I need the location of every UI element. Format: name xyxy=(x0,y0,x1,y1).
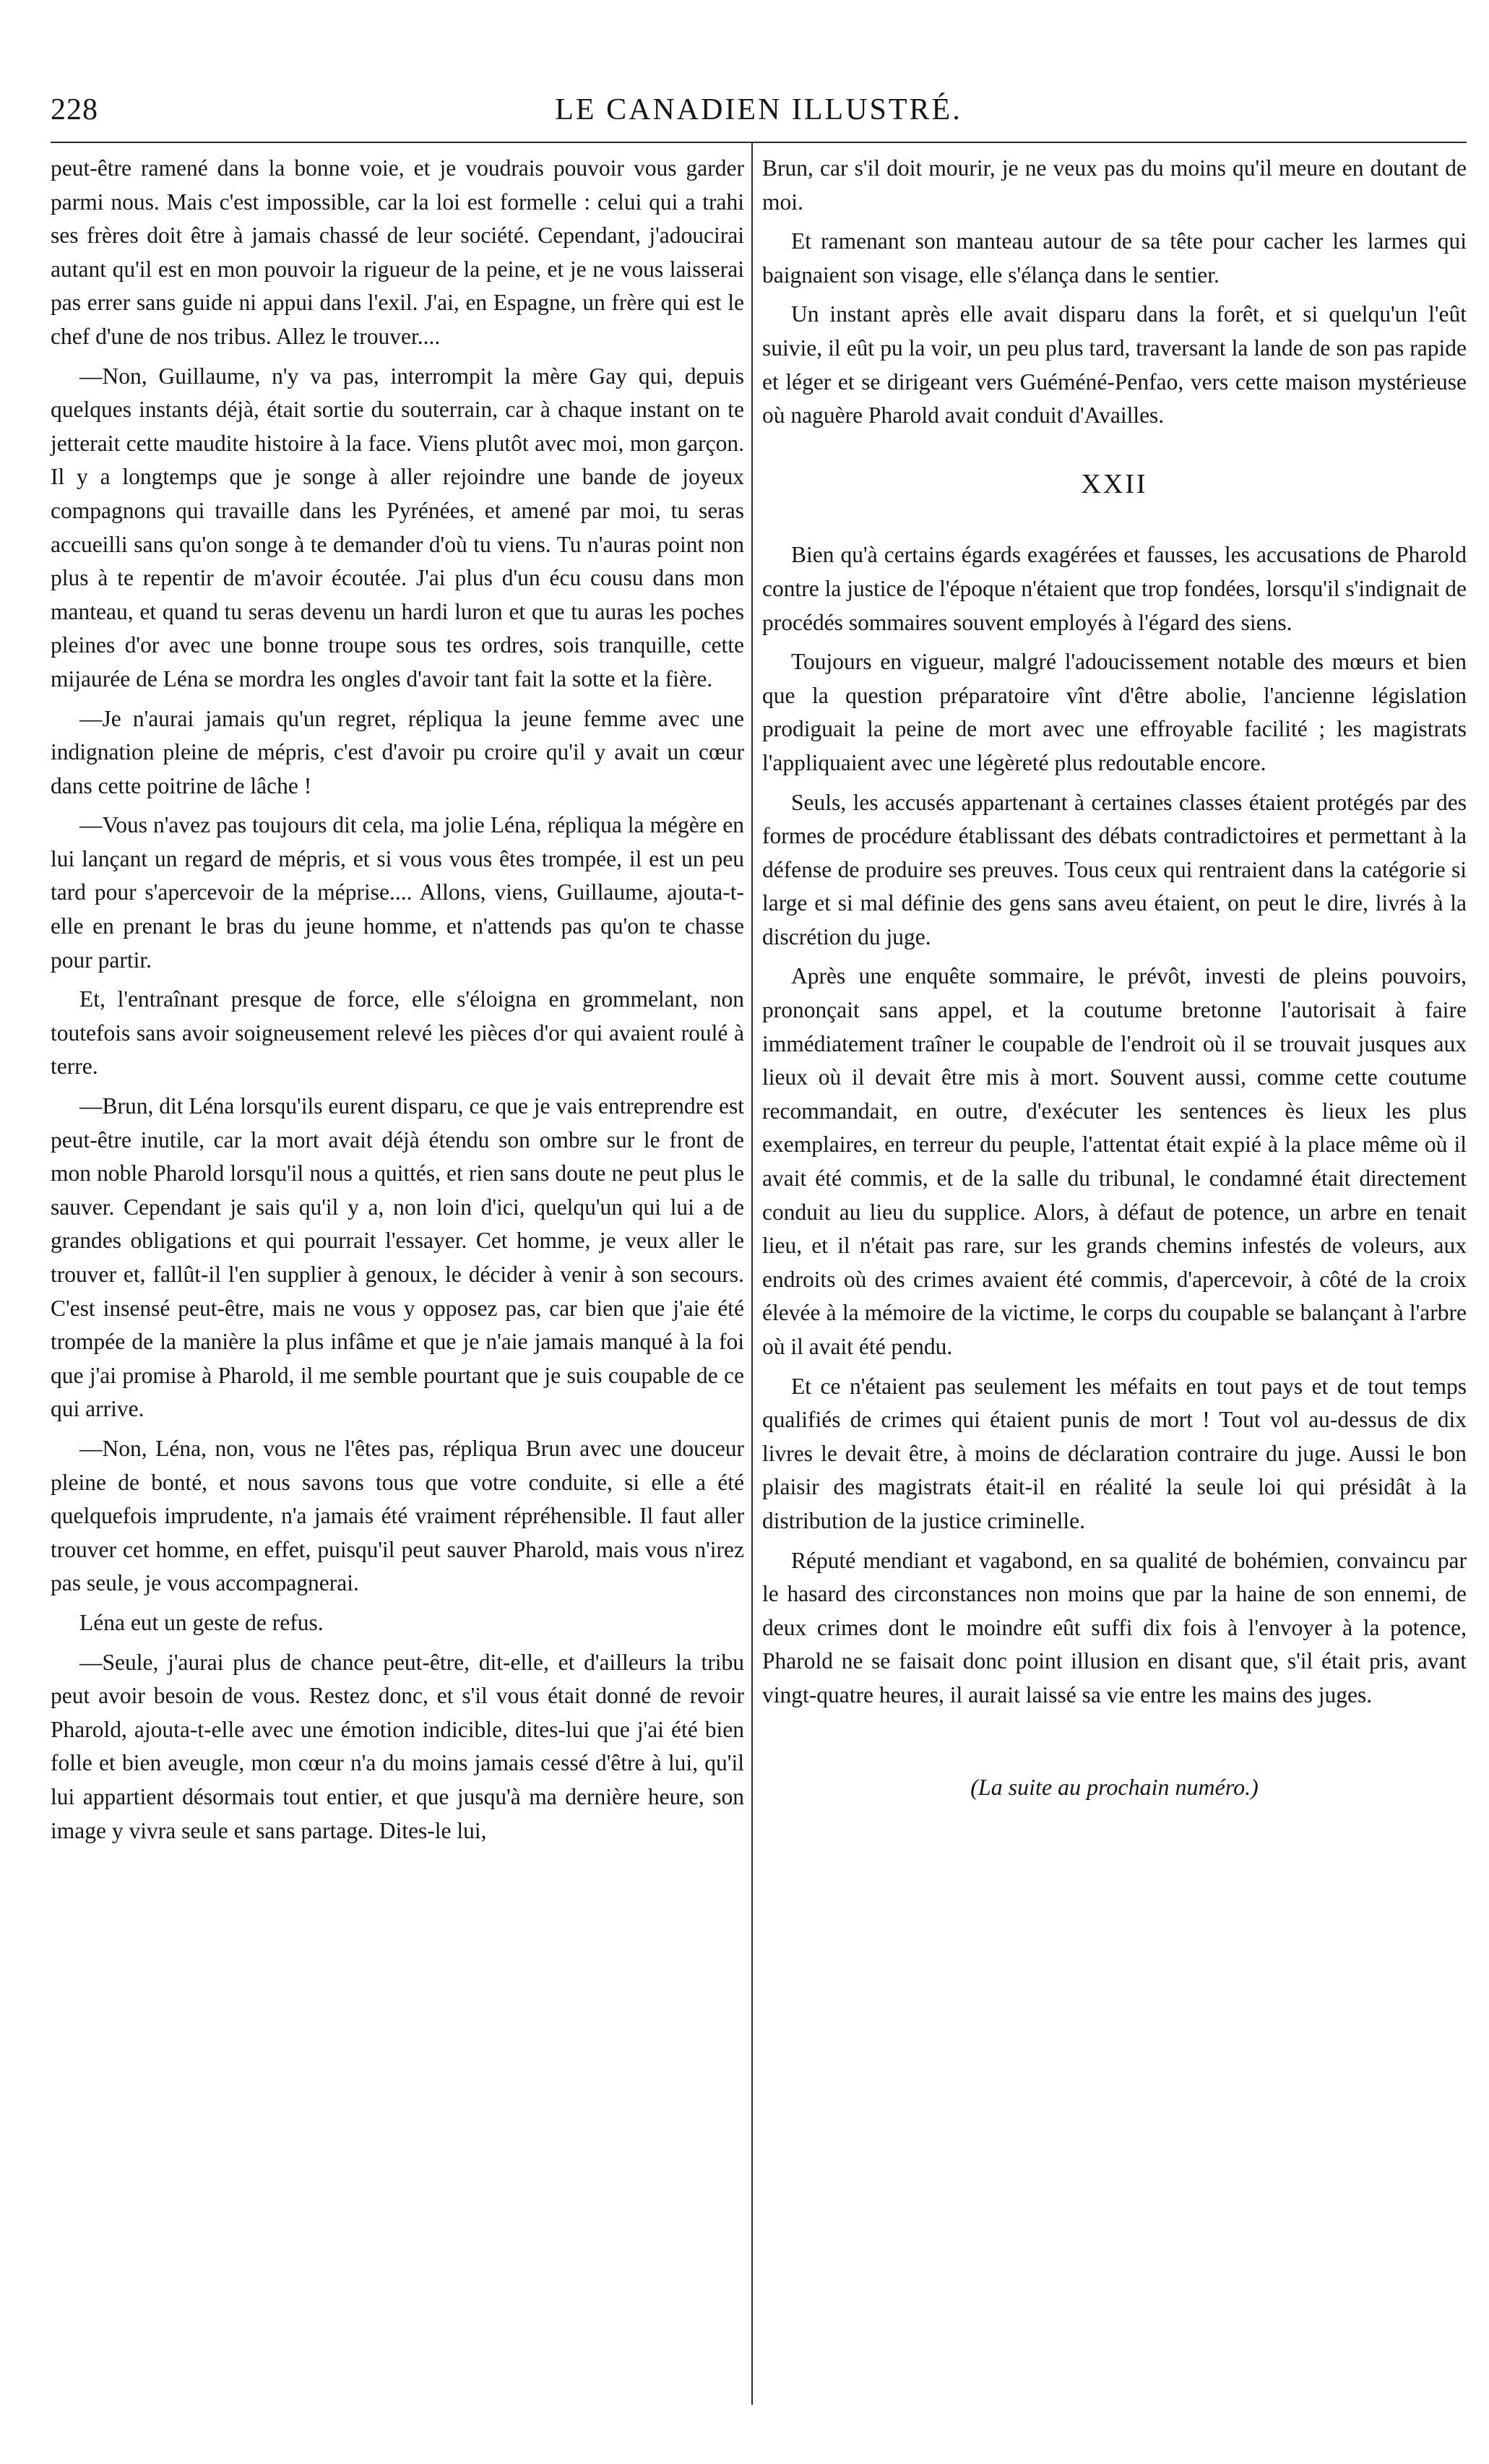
page-number: 228 xyxy=(51,93,98,126)
header-rule xyxy=(51,142,1467,143)
paragraph: —Non, Guillaume, n'y va pas, interrompit la mère Gay qui, depuis quelques instants déjà, était sortie du souterrain, car à chaque instant on te jetterait cette maudite histoire à la face. Viens plutôt avec moi, mon garçon. Il y a longtemps que je songe à aller rejoindre une bande de joyeux compagnons qui travaille dans les Pyrénées, et amené par moi, tu seras accueilli sans qu'on songe à te demander d'où tu viens. Tu n'auras point non plus à te repentir de m'avoir écoutée. J'ai plus d'un écu cousu dans mon manteau, et quand tu seras devenu un hardi luron et que tu auras les poches pleines d'or avec une bonne troupe sous tes ordres, sois tranquille, cette mijaurée de Léna se mordra les ongles d'avoir tant fait la sotte et la fière. xyxy=(51,363,744,692)
chapter-heading: XXII xyxy=(1081,468,1148,499)
paragraph: peut-être ramené dans la bonne voie, et je voudrais pouvoir vous garder parmi nous. Mais c'est impossible, car la loi est formelle : celui qui a trahi ses frères doit être à jamais chassé de leur société. Cependant, j'adoucirai autant qu'il est en mon pouvoir la rigueur de la peine, et je ne vous laisserai pas errer sans guide ni appui dans l'exil. J'ai, en Espagne, un frère qui est le chef d'une de nos tribus. Allez le trouver.... xyxy=(51,155,744,349)
paragraph: Réputé mendiant et vagabond, en sa qualité de bohémien, convaincu par le hasard des circonstances non moins que par la haine de son ennemi, de deux crimes dont le moindre eût suffi dix fois à l'envoyer à la potence, Pharold ne se faisait donc point illusion en disant que, s'il était pris, avant vingt-quatre heures, il aurait laissé sa vie entre les mains des juges. xyxy=(762,1547,1467,1707)
paragraph: Et, l'entraînant presque de force, elle s'éloigna en grommelant, non toutefois sans avoir soigneusement relevé les pièces d'or qui avaient roulé à terre. xyxy=(51,986,744,1080)
right-column xyxy=(762,152,1467,1804)
running-head xyxy=(51,92,1467,136)
left-column xyxy=(51,152,744,1853)
column-divider xyxy=(751,143,753,2405)
journal-title: LE CANADIEN ILLUSTRÉ. xyxy=(555,93,962,126)
paragraph: —Je n'aurai jamais qu'un regret, répliqua la jeune femme avec une indignation pleine de mépris, c'est d'avoir pu croire qu'il y avait un cœur dans cette poitrine de lâche ! xyxy=(51,705,744,798)
paragraph: Toujours en vigueur, malgré l'adoucissement notable des mœurs et bien que la question préparatoire vînt d'être abolie, l'ancienne législation prodiguait la peine de mort avec une effroyable facilité ; les magistrats l'appliquaient avec une légèreté plus redoutable encore. xyxy=(762,649,1467,775)
paragraph: —Vous n'avez pas toujours dit cela, ma jolie Léna, répliqua la mégère en lui lançant un regard de mépris, et si vous vous êtes trompée, il est un peu tard pour s'apercevoir de la méprise.... Allons, viens, Guillaume, ajouta-t-elle en prenant le bras du jeune homme, et n'attends pas qu'on te chasse pour partir. xyxy=(51,812,744,973)
paragraph: Un instant après elle avait disparu dans la forêt, et si quelqu'un l'eût suivie, il eût pu la voir, un peu plus tard, traversant la lande de son pas rapide et léger et se dirigeant vers Guéméné-Penfao, vers cette maison mystérieuse où naguère Pharold avait conduit d'Availles. xyxy=(762,301,1467,428)
continuation-note: (La suite au prochain numéro.) xyxy=(970,1773,1259,1800)
paragraph: Bien qu'à certains égards exagérées et fausses, les accusations de Pharold contre la justice de l'époque n'étaient que trop fondées, lorsqu'il s'indignait de procédés sommaires souvent employés à l'égard des siens. xyxy=(762,542,1467,635)
paragraph: Brun, car s'il doit mourir, je ne veux pas du moins qu'il meure en doutant de moi. xyxy=(762,155,1467,215)
paragraph: —Non, Léna, non, vous ne l'êtes pas, répliqua Brun avec une douceur pleine de bonté, et nous savons tous que votre conduite, si elle a été quelquefois imprudente, n'a jamais été vraiment répréhensible. Il faut aller trouver cet homme, en effet, puisqu'il peut sauver Pharold, mais vous n'irez pas seule, je vous accompagnerai. xyxy=(51,1435,744,1596)
paragraph: —Brun, dit Léna lorsqu'ils eurent disparu, ce que je vais entreprendre est peut-être inutile, car la mort avait déjà étendu son ombre sur le front de mon noble Pharold lorsqu'il nous a quittés, et rien sans doute ne peut plus le sauver. Cependant je sais qu'il y a, non loin d'ici, quelqu'un qui lui a de grandes obligations et qui pourrait l'essayer. Cet homme, je veux aller le trouver et, fallût-il l'en supplier à genoux, le décider à venir à son secours. C'est insensé peut-être, mais ne vous y opposez pas, car bien que j'aie été trompée de la manière la plus infâme et que je n'aie jamais manqué à la foi que j'ai promise à Pharold, il me semble pourtant que je suis coupable de ce qui arrive. xyxy=(51,1093,744,1422)
paragraph: Et ramenant son manteau autour de sa tête pour cacher les larmes qui baignaient son visage, elle s'élança dans le sentier. xyxy=(762,228,1467,288)
paragraph: Léna eut un geste de refus. xyxy=(79,1609,324,1635)
paragraph: Seuls, les accusés appartenant à certaines classes étaient protégés par des formes de procédure établissant des débats contradictoires et permettant à la défense de produire ses preuves. Tous ceux qui rentraient dans la catégorie si large et si mal définie des gens sans aveu étaient, on peut le dire, livrés à la discrétion du juge. xyxy=(762,789,1467,949)
paragraph: Après une enquête sommaire, le prévôt, investi de pleins pouvoirs, prononçait sans appel, et la coutume bretonne l'autorisait à faire immédiatement traîner le coupable de l'endroit où il se trouvait jusques aux lieux où il devait être mis à mort. Souvent aussi, comme cette coutume recommandait, en outre, d'exécuter les sentences ès lieux les plus exemplaires, en terreur du peuple, l'attentat était expié à la place même où il avait été commis, et de la salle du tribunal, le condamné était directement conduit au lieu du supplice. Alors, à défaut de potence, un arbre en tenait lieu, et il n'était pas rare, sur les grands chemins infestés de voleurs, aux endroits où des crimes avaient été commis, d'apercevoir, à côté de la croix élevée à la mémoire de la victime, le corps du coupable se balançant à l'arbre où il avait été pendu. xyxy=(762,963,1467,1359)
paragraph: Et ce n'étaient pas seulement les méfaits en tout pays et de tout temps qualifiés de crimes qui étaient punis de mort ! Tout vol au-dessus de dix livres le devait être, à moins de déclaration contraire du juge. Aussi le bon plaisir des magistrats était-il en réalité la seule loi qui présidât à la distribution de la justice criminelle. xyxy=(762,1373,1467,1533)
paragraph: —Seule, j'aurai plus de chance peut-être, dit-elle, et d'ailleurs la tribu peut avoir besoin de vous. Restez donc, et s'il vous était donné de revoir Pharold, ajouta-t-elle avec une émotion indicible, dites-lui que j'ai été bien folle et bien aveugle, mon cœur n'a du moins jamais cessé d'être à lui, qu'il lui appartient désormais tout entier, et que jusqu'à ma dernière heure, son image y vivra seule et sans partage. Dites-le lui, xyxy=(51,1649,744,1843)
